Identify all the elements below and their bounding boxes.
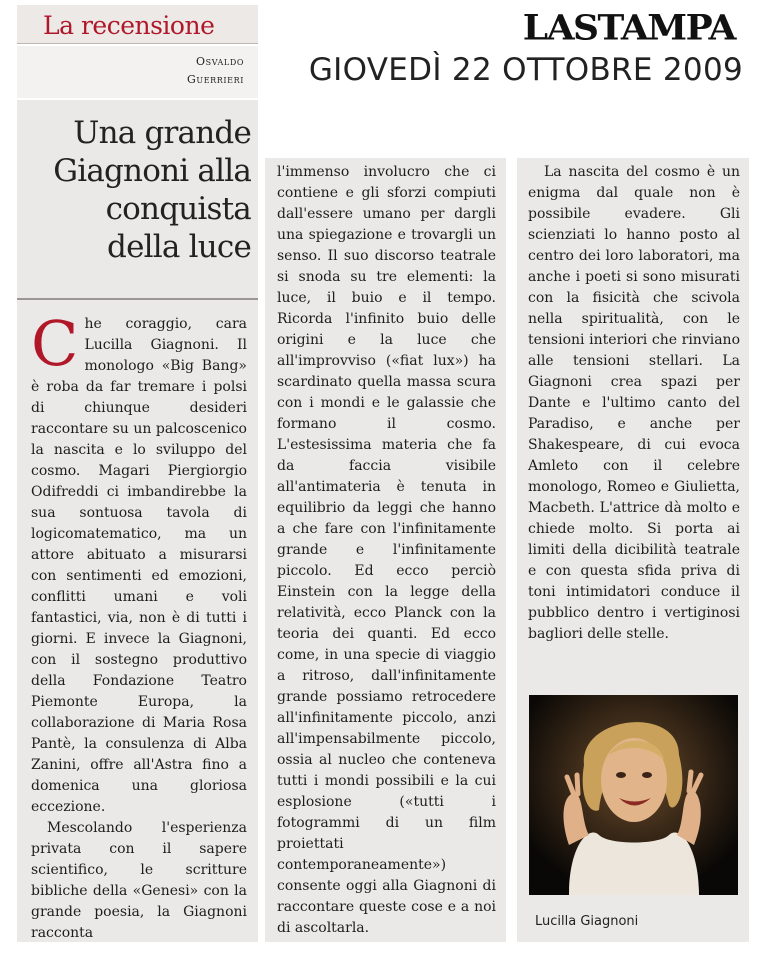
author-last-name: Guerrieri [187,73,244,86]
actress-photo [529,695,738,895]
newspaper-masthead: LASTAMPA [522,8,735,48]
article-column-1 [17,100,258,942]
rubric-label: La recensione [43,11,215,40]
article-column-3 [517,158,749,942]
article-column-2 [265,158,506,942]
paragraph: Mescolando l'esperienza privata con il sapere scientifico, le scritture bibliche della «Genesi» con la grande poesia, la Giagnoni racconta [31,820,247,941]
column-3-body [528,162,740,645]
column-1-body [31,307,247,942]
article-title: Una grande Giagnoni alla conquista della luce [53,115,251,265]
rubric-box [17,5,258,44]
publication-date: GIOVEDÌ 22 OTTOBRE 2009 [308,52,743,88]
author-first-name: Osvaldo [196,55,244,68]
drop-cap: C [31,307,79,380]
author-box [17,46,258,98]
photo-caption: Lucilla Giagnoni [535,914,639,929]
column-2-body [277,162,496,939]
photo-illustration [529,695,738,895]
title-divider [17,298,258,300]
author-byline [187,53,244,89]
paragraph [31,307,247,818]
paragraph: l'immenso involucro che ci contiene e gli sforzi compiuti dall'essere umano per dargli una spiegazione e trovargli un senso. Il suo discorso teatrale si snoda su tre elementi: la luce, il buio e il tempo. Ricorda l'infinito buio delle origini e la luce che all'improvviso («fiat lux») ha scardinato quella massa scura con i mondi e le galassie che formano il cosmo. L'estesissima materia che fa da faccia visibile all'antimateria è tenuta in equilibrio da leggi che hanno a che fare con l'infinitamente grande e l'infinitamente piccolo. Ed ecco perciò Einstein con la legge della relatività, ecco Planck con la teoria dei quanti. Ed ecco come, in una specie di viaggio a ritroso, dall'infinitamente grande possiamo retrocedere all'infinitamente piccolo, anzi all'impensabilmente piccolo, ossia al nucleo che conteneva tutti i mondi possibili e la cui esplosione («tutti i fotogrammi di un film proiettati contemporaneamente») consente oggi alla Giagnoni di raccontare queste cose e a noi di ascoltarla. [277,164,496,936]
paragraph: La nascita del cosmo è un enigma dal quale non è possibile evadere. Gli scienziati lo hanno posto al centro dei loro laboratori, ma anche i poeti si sono misurati con la fisicità che scivola nella spiritualità, con le tensioni interiori che rinviano alle tensioni stellari. La Giagnoni crea spazi per Dante e l'ultimo canto del Paradiso, e anche per Shakespeare, di cui evoca Amleto con il celebre monologo, Romeo e Giulietta, Macbeth. L'attrice dà molto e chiede molto. Si porta ai limiti della dicibilità teatrale e con questa sfida priva di toni intimidatori conduce il pubblico dentro i vertiginosi bagliori delle stelle. [528,164,740,642]
paragraph-text: he coraggio, cara Lucilla Giagnoni. Il monologo «Big Bang» è roba da far tremare i polsi di chiunque desideri raccontare su un palcoscenico la nascita e lo sviluppo del cosmo. Magari Piergiorgio Odifreddi ci imbandirebbe la sua sontuosa tavola di logicomatematico, ma un attore abituato a misurarsi con sentimenti ed emozioni, conflitti umani e voli fantastici, via, non è di tutti i giorni. E invece la Giagnoni, con il sostegno produttivo della Fondazione Teatro Piemonte Europa, la collaborazione di Maria Rosa Pantè, la consulenza di Alba Zanini, offre all'Astra fino a domenica una gloriosa eccezione. [31,316,247,815]
